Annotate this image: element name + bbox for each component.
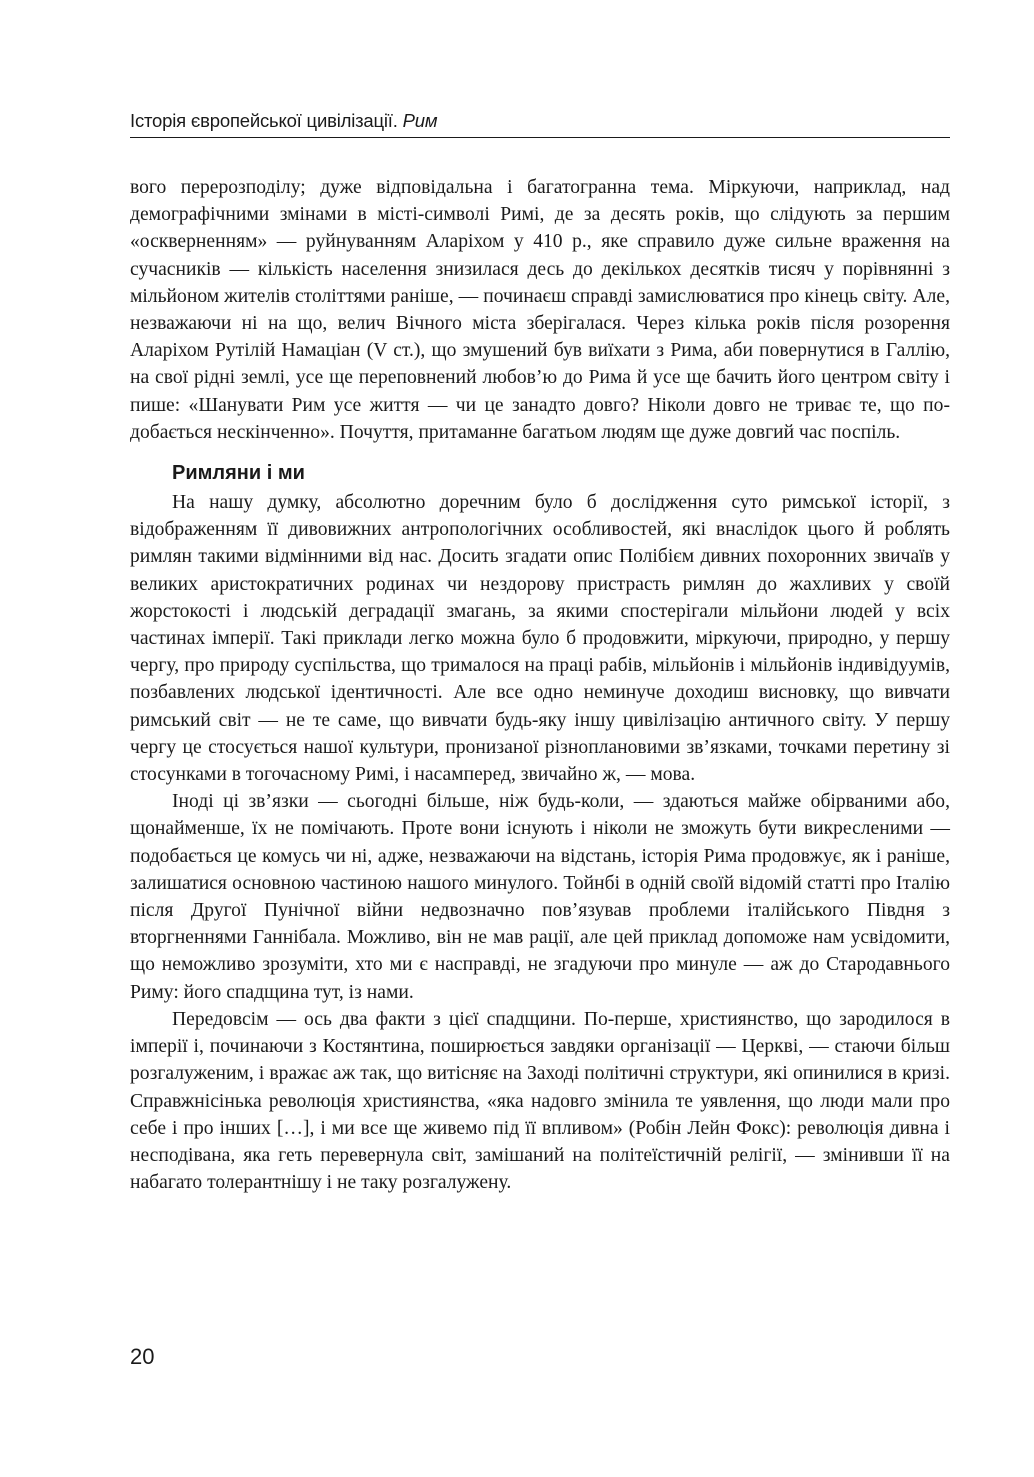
running-header-subtitle: Рим (402, 110, 438, 131)
paragraph: Іноді ці зв’язки — сьогодні більше, ніж будь-коли, — здаються майже обірваними або, щонайменше, їх не помічають. Проте вони існують і ніколи не зможуть бути викресленими — подобається це комусь чи ні, адже, незважаючи на відстань, історія Рима продовжує, як і раніше, залишатися основною частиною нашого минулого. Тойнбі в одній своїй відомій статті про Італію після Другої Пунічної війни недвозначно пов’язував проблеми італійського Півдня з вторгненнями Ганнібала. Можливо, він не мав рації, але цей приклад допоможе нам усвідомити, що неможливо зрозуміти, хто ми є насправді, не згадуючи про минуле — аж до Стародавнього Риму: його спадщина тут, із нами. (130, 791, 950, 1003)
running-header (130, 108, 950, 138)
paragraph-continuation: вого перерозподілу; дуже відповідальна і багатогранна тема. Міркуючи, наприклад, над демографічними змінами в місті-символі Римі, де за десять років, що слідують за першим «оскверненням» — руйнуванням Аларіхом у 410 р., яке справило дуже сильне враження на сучасників — кількість населення знизилася десь до декількох десятків тисяч у порівнянні з мільйоном жителів століттями раніше, — починаєш справді замислюватися про кінець світу. Але, незважаючи ні на що, велич Вічного міста зберігалася. Через кілька років після розорення Аларіхом Рутілій Намаціан (V ст.), що змушений був виїхати з Рима, аби повернутися в Галлію, на свої рідні землі, усе ще переповнений любов’ю до Рима й усе ще бачить його центром світу і пише: «Шанувати Рим усе життя — чи це занадто довго? Ніколи довго не триває те, що подобається нескінченно». Почуття, притаманне багатьом людям ще дуже довгий час поспіль. (130, 177, 950, 443)
running-header-title: Історія європейської цивілізації. (130, 110, 398, 131)
paragraph: Передовсім — ось два факти з цієї спадщини. По-перше, християнство, що зародилося в імперії і, починаючи з Костянтина, поширюється завдяки організації — Церкві, — стаючи більш розгалуженим, і вражає аж так, що витісняє на Заході політичні структури, які опинилися в кризі. Справжнісінька революція християнства, «яка надовго змінила те уявлення, що люди мали про себе і про інших […], і ми все ще живемо під її впливом» (Робін Лейн Фокс): революція дивна і несподівана, яка геть перевернула світ, замішаний на політеїстичній релігії, — змінивши її на набагато толерантнішу і не таку розгалужену. (130, 1008, 950, 1194)
page-number: 20 (130, 1344, 155, 1369)
section-heading: Римляни і ми (172, 462, 305, 485)
body-text (130, 174, 950, 1196)
paragraph: На нашу думку, абсолютно доречним було б дослідження суто римської історії, з відображенням її дивовижних антропологічних особливостей, які внаслідок цього й роблять римлян такими відмінними від нас. Досить згадати опис Полібієм дивних похоронних звичаїв у великих аристократичних родинах чи нездорову пристрасть римлян до жахливих у своїй жорстокості і людській деградації змагань, за якими спостерігали мільйони людей у всіх частинах імперії. Такі приклади легко можна було б продовжити, міркуючи, природно, у першу чергу, про природу суспільства, що трималося на праці рабів, мільйонів і мільйонів індивідуумів, позбавлених людської ідентичності. Але все одно неминуче доходиш висновку, що вивчати римський світ — не те саме, що вивчати будь-яку іншу цивілізацію античного світу. У першу чергу це стосується нашої культури, пронизаної різноплановими зв’язками, точками перетину зі стосунками в тогочасному Римі, і насамперед, звичайно ж, — мова. (130, 492, 950, 786)
book-page (130, 0, 950, 1477)
